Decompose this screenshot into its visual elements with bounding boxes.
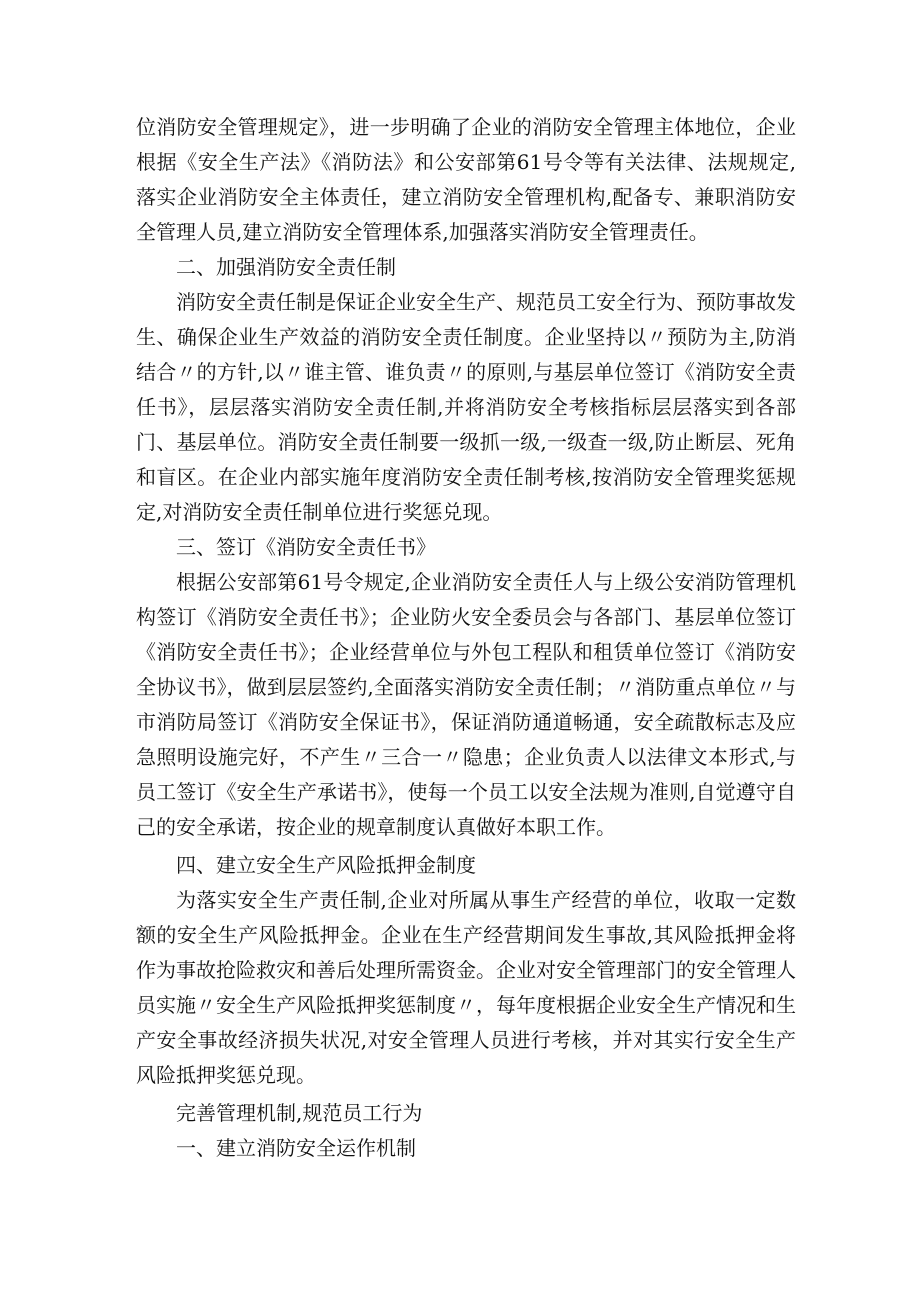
section-heading: 四、建立安全生产风险抵押金制度 [176, 853, 476, 877]
body-paragraph: 位消防安全管理规定》，进一步明确了企业的消防安全管理主体地位，企业根据《安全生产法》《消防法》和公安部第61号令等有关法律、法规规定,落实企业消防安全主体责任，建立消防安全管理机构,配备专、兼职消防安全管理人员,建立消防安全管理体系,加强落实消防安全管理责任。 [136, 115, 796, 244]
body-paragraph: 为落实安全生产责任制,企业对所属从事生产经营的单位，收取一定数额的安全生产风险抵押金。企业在生产经营期间发生事故,其风险抵押金将作为事故抢险救灾和善后处理所需资金。企业对安全管理部门的安全管理人员实施〃安全生产风险抵押奖惩制度〃，每年度根据企业安全生产情况和生产安全事故经济损失状况,对安全管理人员进行考核，并对其实行安全生产风险抵押奖惩兑现。 [136, 888, 796, 1087]
body-paragraph: 消防安全责任制是保证企业安全生产、规范员工安全行为、预防事故发生、确保企业生产效益的消防安全责任制度。企业坚持以〃预防为主,防消结合〃的方针,以〃谁主管、谁负责〃的原则,与基层单位签订《消防安全责任书》，层层落实消防安全责任制,并将消防安全考核指标层层落实到各部门、基层单位。消防安全责任制要一级抓一级,一级查一级,防止断层、死角和盲区。在企业内部实施年度消防安全责任制考核,按消防安全管理奖惩规定,对消防安全责任制单位进行奖惩兑现。 [136, 290, 796, 524]
section-heading: 完善管理机制,规范员工行为 [176, 1101, 423, 1125]
document-body [136, 110, 796, 1166]
section-heading: 二、加强消防安全责任制 [176, 255, 396, 279]
body-paragraph: 根据公安部第61号令规定,企业消防安全责任人与上级公安消防管理机构签订《消防安全责任书》；企业防火安全委员会与各部门、基层单位签订《消防安全责任书》；企业经营单位与外包工程队和租赁单位签订《消防安全协议书》，做到层层签约,全面落实消防安全责任制；〃消防重点单位〃与市消防局签订《消防安全保证书》，保证消防通道畅通，安全疏散标志及应急照明设施完好，不产生〃三合一〃隐患；企业负责人以法律文本形式,与员工签订《安全生产承诺书》，使每一个员工以安全法规为准则,自觉遵守自己的安全承诺，按企业的规章制度认真做好本职工作。 [136, 570, 796, 839]
section-heading: 三、签订《消防安全责任书》 [176, 535, 436, 559]
section-heading: 一、建立消防安全运作机制 [176, 1136, 416, 1160]
